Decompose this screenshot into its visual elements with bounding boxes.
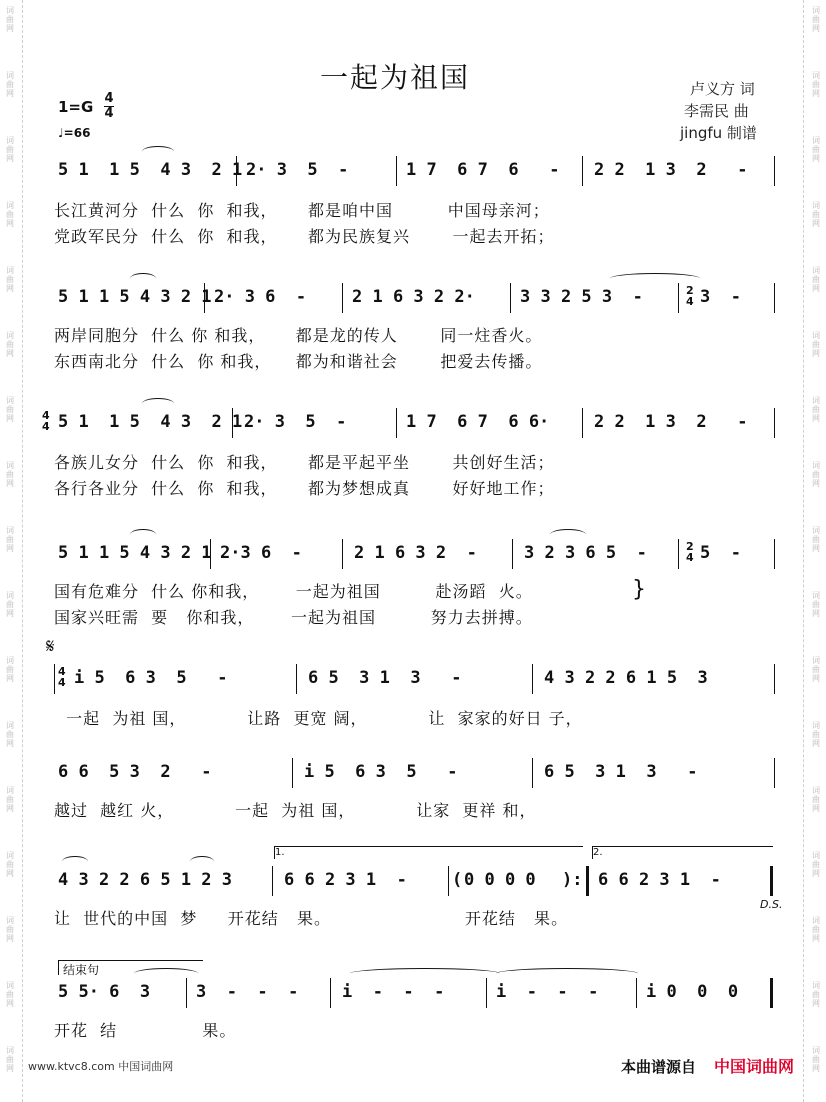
barline — [342, 539, 343, 569]
time-signature — [104, 92, 114, 121]
time-signature-top: 4 — [104, 91, 114, 106]
watermark-text: 词 曲 网 — [6, 851, 14, 878]
watermark-text: 词 曲 网 — [6, 396, 14, 423]
barline — [774, 156, 775, 186]
measure: 4 3 2 2 6 1 5 3 — [544, 668, 708, 688]
lyric-line-2: 国家兴旺需 要 你和我， 一起为祖国 努力去拼搏。 — [54, 608, 533, 627]
measure: 5 - — [700, 543, 741, 563]
song-title: 一起为祖国 — [320, 61, 471, 94]
measure: 3 2 3 6 5 - — [524, 543, 647, 563]
barline — [512, 539, 513, 569]
watermark-text: 词 曲 网 — [812, 851, 820, 878]
time-signature-bottom: 4 — [104, 106, 114, 121]
barline — [582, 408, 583, 438]
measure: 6 5 3 1 3 - — [544, 762, 698, 782]
measure: 3 3 2 5 3 - — [520, 287, 643, 307]
time-change-4-4: 4 4 — [42, 409, 50, 433]
ending-phrase-label: 结束句 — [58, 960, 203, 975]
watermark-text: 词 曲 网 — [812, 916, 820, 943]
lyric-line-1: 越过 越红 火， 一起 为祖 国， 让家 更祥 和， — [54, 801, 537, 820]
lyric-line-1: 开花 结 果。 — [54, 1021, 237, 1040]
watermark-text: 词 曲 网 — [6, 721, 14, 748]
key-signature: 1=G — [58, 98, 94, 116]
barline — [232, 408, 233, 438]
measure: i - - - — [342, 982, 445, 1002]
measure: 5 1 1 5 4 3 2 1 — [58, 543, 212, 563]
lyric-line-1: 两岸同胞分 什么 你 和我， 都是龙的传人 同一炷香火。 — [54, 326, 543, 345]
tie — [610, 273, 700, 284]
lyric-line-1: 国有危难分 什么 你和我， 一起为祖国 赴汤蹈 火。 — [54, 582, 533, 601]
barline — [292, 758, 293, 788]
time-change-2-4: 2 4 — [686, 540, 694, 564]
measure: 2 1 6 3 2 - — [354, 543, 477, 563]
second-ending-bracket: 2. — [592, 846, 773, 859]
measure: 2· 3 6 - — [214, 287, 307, 307]
score-row-4 — [40, 540, 780, 627]
tie — [350, 968, 500, 979]
score-row-7 — [40, 847, 783, 950]
measure: 5 5· 6 3 — [58, 982, 151, 1002]
watermark-text: 词 曲 网 — [6, 331, 14, 358]
measure: 3 - - - — [196, 982, 299, 1002]
measure: 5 1 1 5 4 3 2 1 — [58, 160, 243, 180]
barline — [636, 978, 637, 1008]
measure: i 0 0 0 — [646, 982, 739, 1002]
measure: 2· 3 5 - — [246, 160, 349, 180]
lyric-line-2: 党政军民分 什么 你 和我， 都为民族复兴 一起去开拓； — [54, 227, 555, 246]
barline — [448, 866, 449, 896]
measure: 1 7 6 7 6 6· — [406, 412, 550, 432]
score-row-8 — [40, 982, 780, 1062]
barline — [210, 539, 211, 569]
watermark-text: 词 曲 网 — [6, 136, 14, 163]
final-barline — [770, 978, 773, 1008]
barline — [510, 283, 511, 313]
time-change-4-4: 4 4 — [58, 665, 66, 689]
barline — [204, 283, 205, 313]
barline — [774, 408, 775, 438]
watermark-text: 词 曲 网 — [6, 1046, 14, 1073]
measure: 6 6 2 3 1 - — [284, 870, 407, 890]
verse-brace: } — [632, 577, 646, 602]
measure: 6 6 5 3 2 - — [58, 762, 212, 782]
score-row-5 — [40, 665, 780, 748]
lyric-line-1: 让 世代的中国 梦 开花结 果。 开花结 果。 — [54, 909, 569, 928]
barline — [330, 978, 331, 1008]
barline — [532, 758, 533, 788]
measure: 0 0 0 0 — [464, 870, 536, 890]
watermark-text: 词 曲 网 — [6, 916, 14, 943]
watermark-text: 词 曲 网 — [6, 591, 14, 618]
barline — [774, 283, 775, 313]
slur — [142, 398, 174, 409]
score-row-3 — [40, 409, 780, 498]
barline — [272, 866, 273, 896]
lyric-line-1: 一起 为祖 国， 让路 更宽 阔， 让 家家的好日 子， — [54, 709, 583, 728]
barline — [486, 978, 487, 1008]
watermark-text: 词 曲 网 — [812, 136, 820, 163]
watermark-text: 词 曲 网 — [812, 721, 820, 748]
measure: 2 2 1 3 2 - — [594, 160, 748, 180]
barline — [236, 156, 237, 186]
footer-site: www.ktvc8.com 中国词曲网 — [28, 1060, 174, 1073]
barline-start — [54, 664, 55, 694]
barline — [342, 283, 343, 313]
watermark-text: 词 曲 网 — [6, 266, 14, 293]
double-barline — [770, 866, 773, 896]
watermark-text: 词 曲 网 — [6, 461, 14, 488]
watermark-text: 词 曲 网 — [6, 656, 14, 683]
measure: i - - - — [496, 982, 599, 1002]
measure: 4 3 2 2 6 5 1 2 3 — [58, 870, 232, 890]
measure: 1 7 6 7 6 - — [406, 160, 560, 180]
barline — [396, 408, 397, 438]
barline — [582, 156, 583, 186]
watermark-text: 词 曲 网 — [812, 981, 820, 1008]
first-ending-bracket: 1. — [274, 846, 583, 859]
measure: 3 - — [700, 287, 741, 307]
score-row-2 — [40, 284, 780, 371]
slur — [130, 273, 156, 284]
measure: 2 1 6 3 2 2· — [352, 287, 475, 307]
composer-credit: 李需民 曲 — [684, 102, 749, 120]
segno-sign: 𝄋 — [46, 634, 55, 658]
measure: 5 1 1 5 4 3 2 1 — [58, 287, 212, 307]
barline — [532, 664, 533, 694]
slur — [550, 529, 586, 540]
measure: i 5 6 3 5 - — [74, 668, 228, 688]
watermark-text: 词 曲 网 — [812, 526, 820, 553]
barline — [774, 539, 775, 569]
measure: 2 2 1 3 2 - — [594, 412, 748, 432]
double-barline — [586, 866, 589, 896]
lyric-line-2: 东西南北分 什么 你 和我， 都为和谐社会 把爱去传播。 — [54, 352, 543, 371]
watermark-text: 词 曲 网 — [6, 71, 14, 98]
time-change-2-4: 2 4 — [686, 284, 694, 308]
watermark-text: 词 曲 网 — [812, 786, 820, 813]
measure: 5 1 1 5 4 3 2 1 — [58, 412, 243, 432]
lyric-line-1: 各族儿女分 什么 你 和我， 都是平起平坐 共创好生活； — [54, 453, 555, 472]
tie — [496, 968, 638, 979]
watermark-text: 词 曲 网 — [812, 331, 820, 358]
lyricist-credit: 卢义方 词 — [690, 80, 755, 98]
measure: 6 5 3 1 3 - — [308, 668, 462, 688]
watermark-text: 词 曲 网 — [6, 526, 14, 553]
barline — [296, 664, 297, 694]
watermark-text: 词 曲 网 — [812, 656, 820, 683]
tie — [134, 968, 198, 979]
watermark-text: 词 曲 网 — [6, 981, 14, 1008]
measure: 2·3 6 - — [220, 543, 302, 563]
watermark-text: 词 曲 网 — [812, 266, 820, 293]
slur — [142, 146, 174, 157]
score-row-6 — [40, 762, 780, 842]
barline — [774, 664, 775, 694]
barline — [396, 156, 397, 186]
barline — [774, 758, 775, 788]
score-row-1 — [40, 160, 780, 246]
barline — [678, 283, 679, 313]
slur — [62, 856, 88, 867]
footer-source — [621, 1054, 794, 1077]
measure: 6 6 2 3 1 - — [598, 870, 721, 890]
slur — [130, 529, 156, 540]
lyric-line-2: 各行各业分 什么 你 和我， 都为梦想成真 好好地工作； — [54, 479, 555, 498]
footer-brand: 中国词曲网 — [713, 1057, 794, 1076]
footer-source-label: 本曲谱源自 — [620, 1058, 696, 1076]
watermark-text: 词 曲 网 — [812, 1046, 820, 1073]
watermark-text: 词 曲 网 — [6, 6, 14, 33]
barline — [678, 539, 679, 569]
tempo-marking: ♩=66 — [58, 126, 91, 140]
watermark-text: 词 曲 网 — [812, 591, 820, 618]
watermark-text: 词 曲 网 — [812, 71, 820, 98]
lyric-line-1: 长江黄河分 什么 你 和我， 都是咱中国 中国母亲河； — [54, 201, 550, 220]
measure: i 5 6 3 5 - — [304, 762, 458, 782]
repeat-end: ): — [562, 870, 583, 890]
watermark-text: 词 曲 网 — [6, 786, 14, 813]
slur — [190, 856, 214, 867]
repeat-start: ( — [452, 870, 463, 890]
barline — [186, 978, 187, 1008]
watermark-text: 词 曲 网 — [6, 201, 14, 228]
measure: 2· 3 5 - — [244, 412, 347, 432]
dal-segno-mark: D.S. — [760, 898, 783, 911]
watermark-text: 词 曲 网 — [812, 6, 820, 33]
watermark-text: 词 曲 网 — [812, 396, 820, 423]
watermark-text: 词 曲 网 — [812, 201, 820, 228]
watermark-text: 词 曲 网 — [812, 461, 820, 488]
engraver-credit: jingfu 制谱 — [680, 124, 757, 142]
